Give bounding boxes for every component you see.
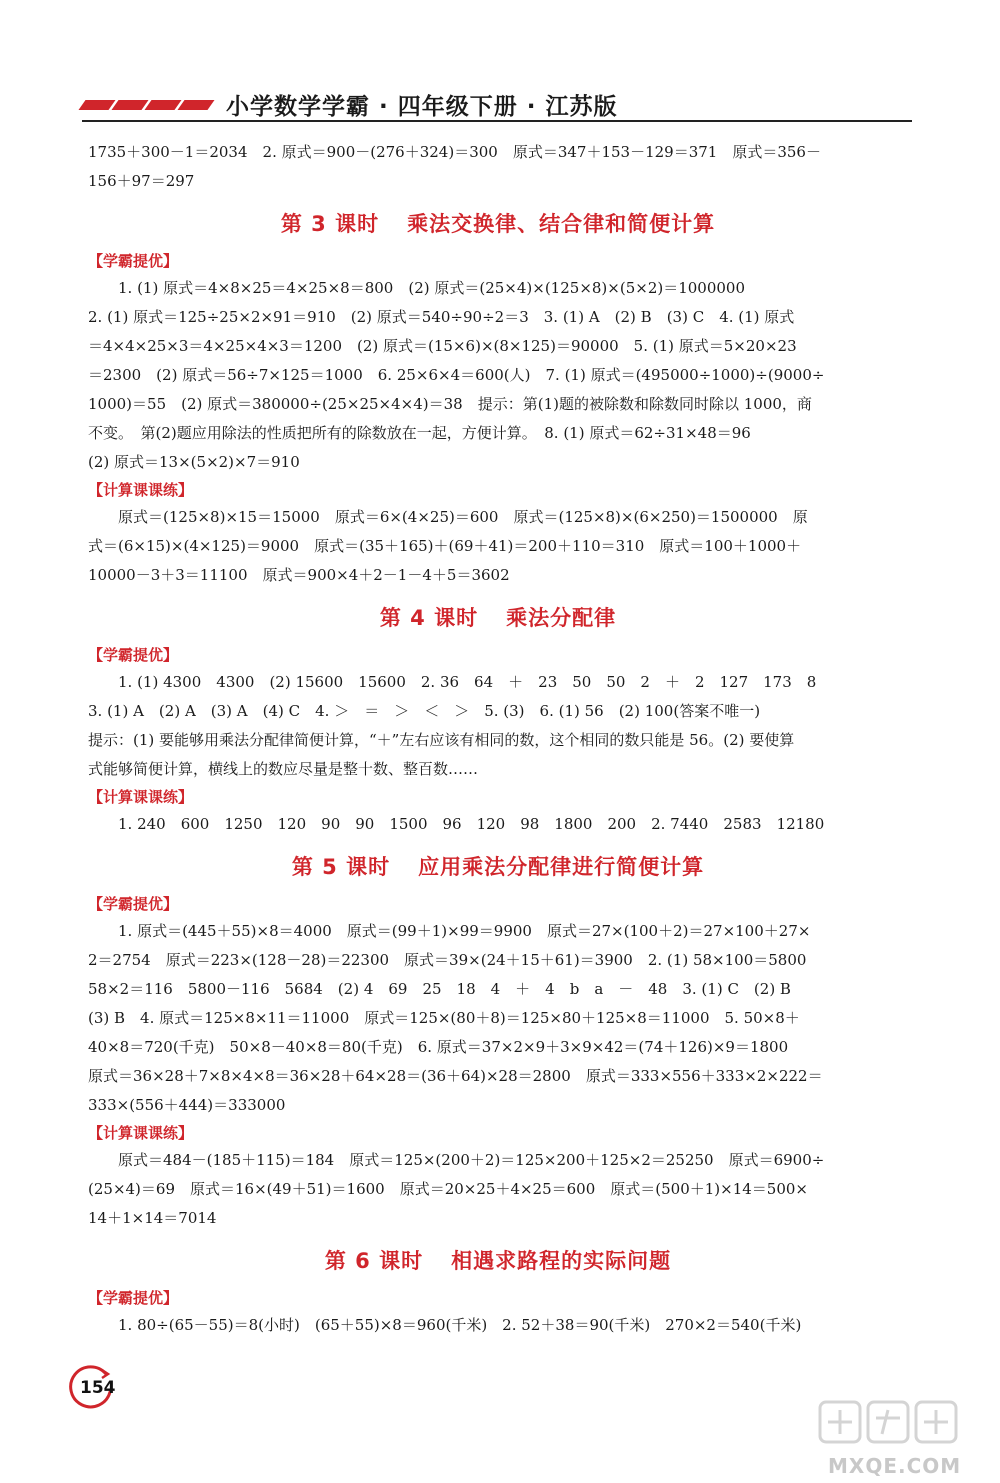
page-header <box>82 88 912 128</box>
lesson-6-title <box>88 1245 908 1275</box>
answer-line: 333×(556＋444)＝333000 <box>88 1096 286 1114</box>
answer-line: (3) B 4. 原式＝125×8×11＝11000 原式＝125×(80＋8)＝125×80＋125×8＝11000 5. 50×8＋ <box>88 1009 800 1027</box>
watermark-text: MXQE.COM <box>828 1454 962 1478</box>
lesson-4-title <box>88 602 908 632</box>
answer-line: 式＝(6×15)×(4×125)＝9000 原式＝(35＋165)＋(69＋41)＝200＋110＝310 原式＝100＋1000＋ <box>88 537 802 555</box>
page-number-badge <box>66 1362 118 1414</box>
lesson-number: 第 5 课时 <box>291 855 391 879</box>
answer-line: 1. 240 600 1250 120 90 90 1500 96 120 98 1800 200 2. 7440 2583 12180 <box>118 815 825 833</box>
answer-line: 原式＝484－(185＋115)＝184 原式＝125×(200＋2)＝125×200＋125×2＝25250 原式＝6900÷ <box>118 1151 825 1169</box>
lesson-name: 相遇求路程的实际问题 <box>451 1249 672 1273</box>
jisuan-kelianlian-tag: 【计算课课练】 <box>88 481 194 499</box>
lesson-number: 第 6 课时 <box>324 1249 424 1273</box>
answer-line: 3. (1) A (2) A (3) A (4) C 4. ＞ ＝ ＞ ＜ ＞ 5. (3) 6. (1) 56 (2) 100(答案不唯一) <box>88 702 761 720</box>
xueba-tiyou-tag: 【学霸提优】 <box>88 252 179 270</box>
answer-line: (2) 原式＝13×(5×2)×7＝910 <box>88 453 300 471</box>
lesson-number: 第 4 课时 <box>379 606 479 630</box>
lesson-3-title <box>88 208 908 238</box>
answer-line: 式能够简便计算，横线上的数应尽量是整十数、整百数…… <box>88 760 479 778</box>
answer-line: 原式＝(125×8)×15＝15000 原式＝6×(4×25)＝600 原式＝(125×8)×(6×250)＝1500000 原 <box>118 508 808 526</box>
intro-line: 156＋97＝297 <box>88 172 195 190</box>
answer-line: 不变。 第(2)题应用除法的性质把所有的除数放在一起，方便计算。 8. (1) 原式＝62÷31×48＝96 <box>88 424 751 442</box>
answer-line: 40×8＝720(千克) 50×8－40×8＝80(千克) 6. 原式＝37×2×9＋3×9×42＝(74＋126)×9＝1800 <box>88 1038 789 1056</box>
lesson-number: 第 3 课时 <box>280 212 380 236</box>
xueba-tiyou-tag: 【学霸提优】 <box>88 646 179 664</box>
xueba-tiyou-tag: 【学霸提优】 <box>88 1289 179 1307</box>
answer-line: 1. 原式＝(445＋55)×8＝4000 原式＝(99＋1)×99＝9900 原式＝27×(100＋2)＝27×100＋27× <box>118 922 811 940</box>
red-stripes-decoration <box>82 100 222 118</box>
answer-line: 2＝2754 原式＝223×(128－28)＝22300 原式＝39×(24＋15＋61)＝3900 2. (1) 58×100＝5800 <box>88 951 807 969</box>
book-title: 小学数学学霸 · 四年级下册 · 江苏版 <box>226 94 618 120</box>
header-rule <box>82 120 912 122</box>
answer-line: 1. (1) 原式＝4×8×25＝4×25×8＝800 (2) 原式＝(25×4)×(125×8)×(5×2)＝1000000 <box>118 279 746 297</box>
intro-line: 1735＋300－1＝2034 2. 原式＝900－(276＋324)＝300 原式＝347＋153－129＝371 原式＝356－ <box>88 143 821 161</box>
lesson-name: 乘法交换律、结合律和简便计算 <box>407 212 716 236</box>
answer-line: 1. 80÷(65－55)＝8(小时) (65＋55)×8＝960(千米) 2. 52＋38＝90(千米) 270×2＝540(千米) <box>118 1316 802 1334</box>
xueba-tiyou-tag: 【学霸提优】 <box>88 895 179 913</box>
answer-line: 14＋1×14＝7014 <box>88 1209 217 1227</box>
jisuan-kelianlian-tag: 【计算课课练】 <box>88 1124 194 1142</box>
answer-content <box>88 138 908 1340</box>
lesson-5-title <box>88 851 908 881</box>
answer-line: 原式＝36×28＋7×8×4×8＝36×28＋64×28＝(36＋64)×28＝2800 原式＝333×556＋333×2×222＝ <box>88 1067 823 1085</box>
answer-line: ＝4×4×25×3＝4×25×4×3＝1200 (2) 原式＝(15×6)×(8×125)＝90000 5. (1) 原式＝5×20×23 <box>88 337 797 355</box>
answer-line: (25×4)＝69 原式＝16×(49＋51)＝1600 原式＝20×25＋4×25＝600 原式＝(500＋1)×14＝500× <box>88 1180 809 1198</box>
answer-line: 1000)＝55 (2) 原式＝380000÷(25×25×4×4)＝38 提示：第(1)题的被除数和除数同时除以 1000，商 <box>88 395 812 413</box>
lesson-name: 乘法分配律 <box>506 606 617 630</box>
answer-line: 2. (1) 原式＝125÷25×2×91＝910 (2) 原式＝540÷90÷2＝3 3. (1) A (2) B (3) C 4. (1) 原式 <box>88 308 795 326</box>
jisuan-kelianlian-tag: 【计算课课练】 <box>88 788 194 806</box>
page-number: 154 <box>80 1378 116 1398</box>
answer-line: ＝2300 (2) 原式＝56÷7×125＝1000 6. 25×6×4＝600(人) 7. (1) 原式＝(495000÷1000)÷(9000÷ <box>88 366 825 384</box>
answer-line: 1. (1) 4300 4300 (2) 15600 15600 2. 36 64 ＋ 23 50 50 2 ＋ 2 127 173 8 <box>118 673 817 691</box>
lesson-name: 应用乘法分配律进行简便计算 <box>418 855 705 879</box>
answer-line: 10000－3＋3＝11100 原式＝900×4＋2－1－4＋5＝3602 <box>88 566 510 584</box>
answer-line: 提示：(1) 要能够用乘法分配律简便计算，“＋”左右应该有相同的数，这个相同的数只能是 56。(2) 要使算 <box>88 731 795 749</box>
answer-line: 58×2＝116 5800－116 5684 (2) 4 69 25 18 4 ＋ 4 b a － 48 3. (1) C (2) B <box>88 980 791 998</box>
